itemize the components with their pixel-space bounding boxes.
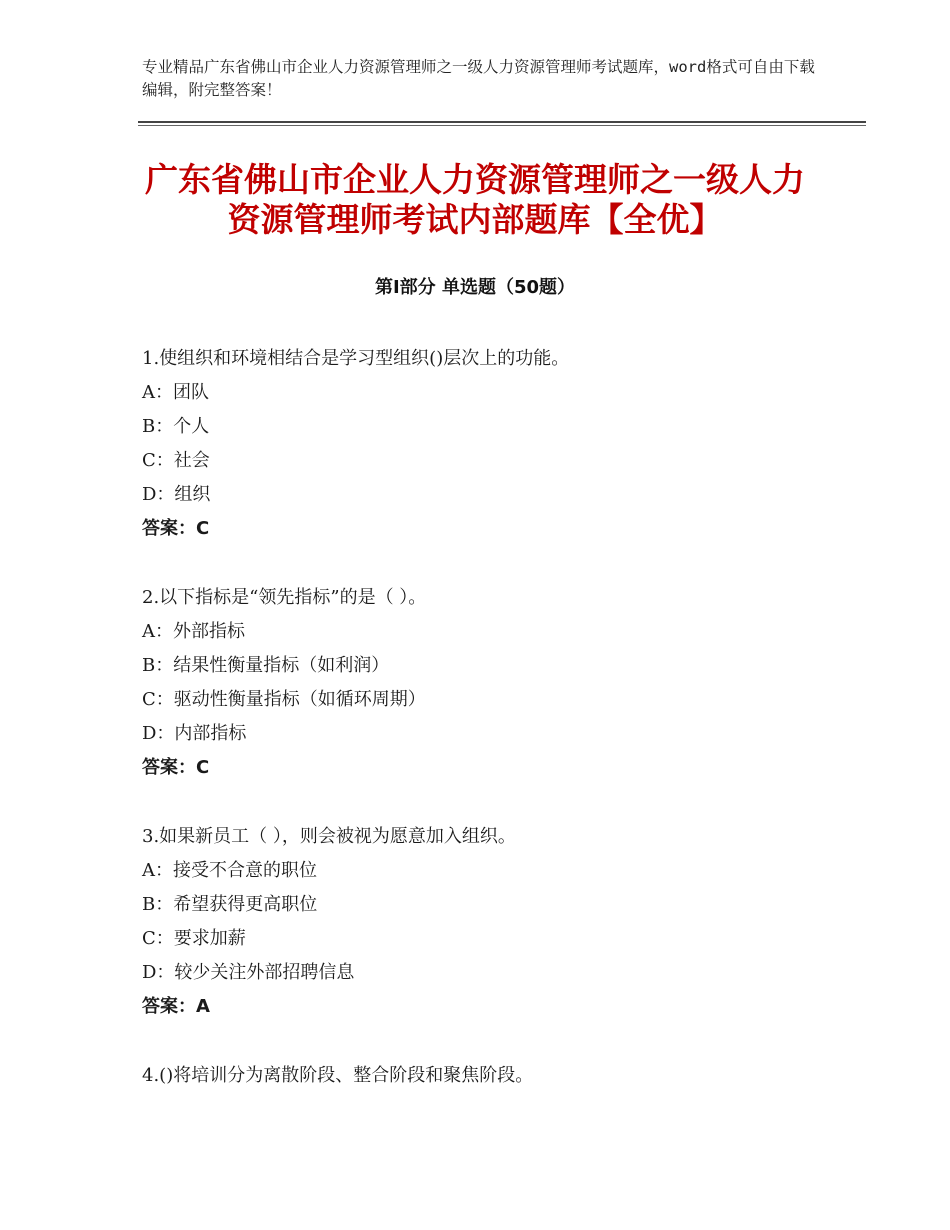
option-b: B：个人 xyxy=(142,416,210,437)
option-d: D：组织 xyxy=(142,484,211,505)
section-title: 第Ⅰ部分 单选题（50题） xyxy=(374,277,575,298)
option-d: D：较少关注外部招聘信息 xyxy=(142,962,355,983)
option-b: B：结果性衡量指标（如利润） xyxy=(142,655,390,676)
document-title: 广东省佛山市企业人力资源管理师之一级人力资源管理师考试内部题库【全优】 xyxy=(145,160,805,239)
option-a: A：团队 xyxy=(142,382,209,403)
question-1 xyxy=(142,342,822,546)
answer: 答案：C xyxy=(142,518,210,539)
answer: 答案：A xyxy=(142,996,210,1017)
option-a: A：接受不合意的职位 xyxy=(142,860,317,881)
question-list xyxy=(142,342,822,1128)
question-2 xyxy=(142,581,822,785)
option-c: C：社会 xyxy=(142,450,210,471)
header-divider xyxy=(138,121,866,123)
question-stem: 4.()将培训分为离散阶段、整合阶段和聚焦阶段。 xyxy=(142,1065,534,1086)
option-d: D：内部指标 xyxy=(142,723,247,744)
answer: 答案：C xyxy=(142,757,210,778)
option-b: B：希望获得更高职位 xyxy=(142,894,318,915)
question-stem: 2.以下指标是“领先指标”的是（ ）。 xyxy=(142,587,427,608)
option-c: C：驱动性衡量指标（如循环周期） xyxy=(142,689,426,710)
header-note: 专业精品广东省佛山市企业人力资源管理师之一级人力资源管理师考试题库，word格式可自由下载编辑，附完整答案！ xyxy=(142,58,815,99)
question-stem: 3.如果新员工（ ），则会被视为愿意加入组织。 xyxy=(142,826,516,847)
question-4 xyxy=(142,1059,822,1093)
option-c: C：要求加薪 xyxy=(142,928,246,949)
header-divider-thin xyxy=(138,125,866,126)
question-3 xyxy=(142,820,822,1024)
question-stem: 1.使组织和环境相结合是学习型组织()层次上的功能。 xyxy=(142,348,570,369)
option-a: A：外部指标 xyxy=(142,621,245,642)
